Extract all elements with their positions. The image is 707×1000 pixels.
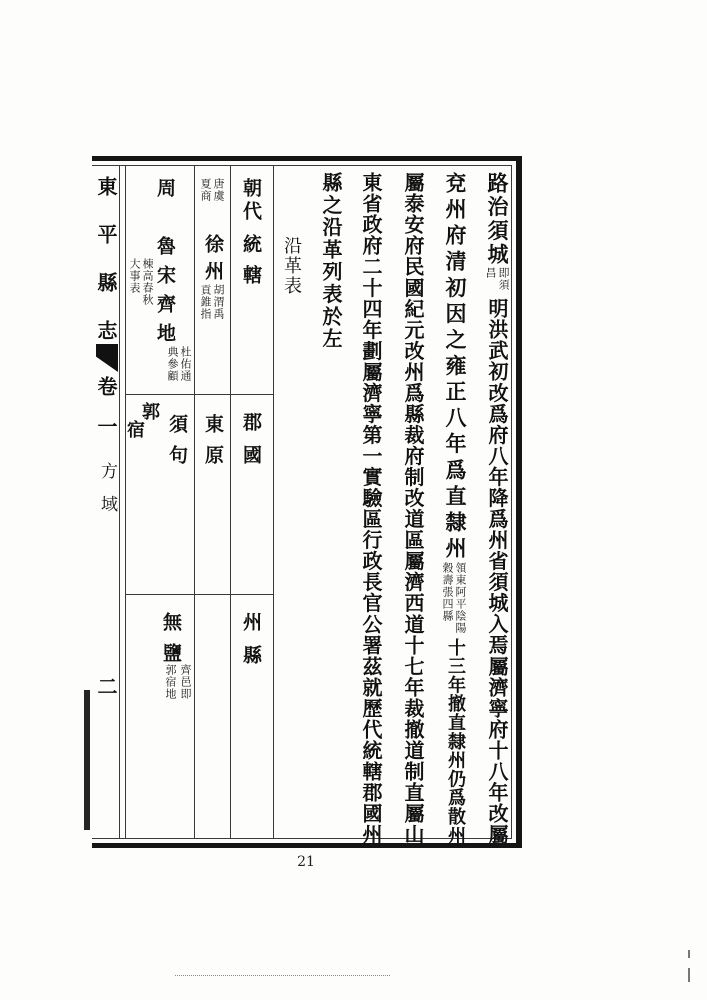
frame-top-thin [92,165,512,166]
row2-jurisdiction-note: 杜佑通典參顧 [166,346,192,382]
row1-commandery: 東原 [202,414,224,464]
row2-county-note: 齊邑即郭宿地 [164,664,192,700]
table-line-header [230,165,231,838]
row2-jurisdiction: 魯宋齊地 [154,236,176,342]
body-col4: 東省政府二十四年劃屬濟寧第一實驗區行政長官公署茲就歷代統轄郡國州 [359,172,383,844]
spine-volume: 卷一 [94,376,118,436]
scan-artifact-dotted-line [175,975,390,976]
table-line-row1 [194,165,195,838]
row1-jurisdiction-note: 胡渭禹貢錐指 [199,284,225,320]
table-line-left [125,165,126,838]
spine-section: 方域 [97,462,117,512]
frame-top-thick [92,156,522,161]
row1-dynasty-note: 唐虞夏商 [199,178,225,202]
table-divider-county [125,594,273,595]
row2-county: 無鹽 [160,612,182,662]
fishtail-mark [96,344,118,372]
row2-commandery-1: 須句 [166,414,188,464]
frame-right-thin [511,165,512,839]
table-title: 沿革表 [281,236,302,294]
body-col1-note: 即須昌 [484,267,510,291]
header-commandery: 郡國 [240,412,262,464]
body-col2-note: 領東阿平陰陽穀壽張四縣 [441,562,467,634]
row2-jurisdiction-note-2: 棟高春秋大事表 [128,258,154,306]
scan-artifact-mark [688,950,690,958]
frame-right-thick [516,156,522,848]
spine-leaf: 二 [94,676,118,696]
body-col2-text-b: 十三年撤直隸州仍爲散州 [445,638,466,844]
table-divider-commandery [125,394,273,395]
binding-shadow [84,690,90,830]
row2-commandery-3: 宿 [124,420,145,438]
header-county: 州縣 [240,612,262,664]
row2-dynasty: 周 [154,178,176,197]
header-dynasty: 朝代 [240,178,262,220]
spine-title: 東平縣志 [94,176,118,340]
header-jurisdiction: 統轄 [240,234,262,284]
body-col5: 縣之沿革列表於左 [319,172,343,348]
row1-jurisdiction: 徐州 [202,234,224,280]
body-col1-text-a: 路治須城 [485,172,510,264]
page-number: 21 [297,854,315,870]
scan-artifact-mark [688,968,690,982]
row2-commandery-2: 郭 [139,402,160,420]
body-col1-text-b: 明洪武初改爲府八年降爲州省須城入焉屬濟寧府十八年改屬 [485,298,509,844]
body-col3: 屬泰安府民國紀元改州爲縣裁府制改道區屬濟西道十七年裁撤道制直屬山 [401,172,425,844]
body-col2-text-a: 兗州府清初因之雍正八年爲直隸州 [443,172,468,558]
table-line-right [273,165,274,838]
